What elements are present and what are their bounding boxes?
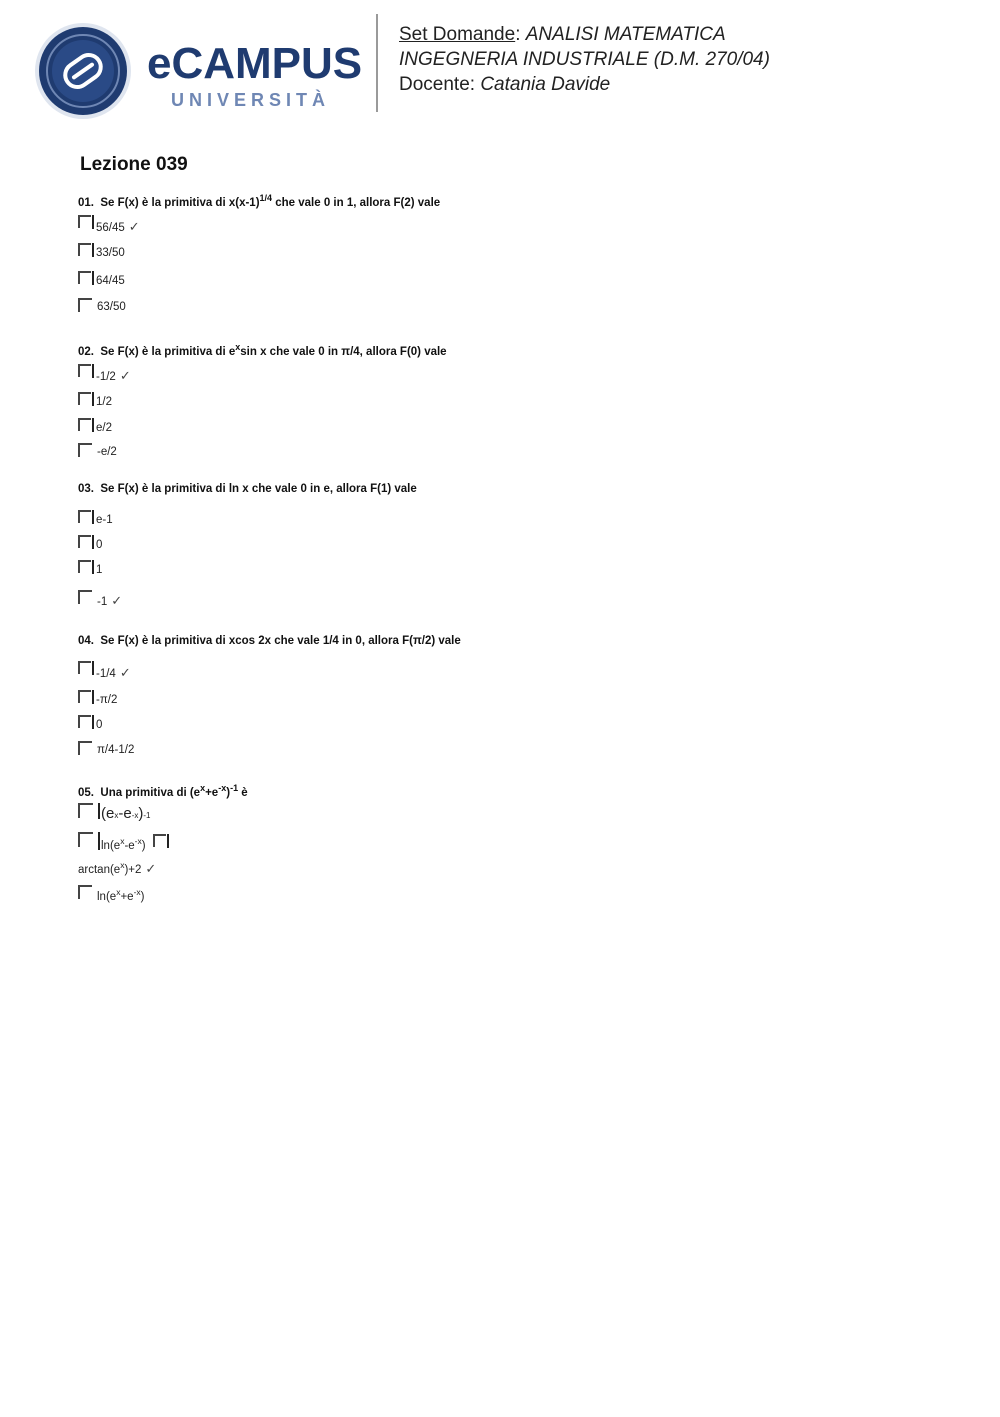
option-label: $\arctan(e^x)+2$ ✓ bbox=[78, 860, 157, 876]
correct-check-icon: ✓ bbox=[128, 219, 140, 234]
option-label: 33/50 bbox=[96, 247, 125, 259]
checkbox-icon[interactable] bbox=[153, 834, 166, 847]
option-label: e-1 bbox=[96, 514, 113, 526]
option-label: 1 bbox=[96, 564, 103, 576]
checkbox-icon[interactable] bbox=[78, 243, 91, 256]
logo-subtext: UNIVERSITÀ bbox=[171, 90, 331, 110]
marker-bar bbox=[92, 690, 94, 704]
question-number: 05. bbox=[78, 786, 94, 799]
header-divider bbox=[376, 14, 378, 112]
exponent: -x bbox=[218, 783, 227, 793]
option-label: -e/2 bbox=[97, 446, 117, 458]
checkbox-icon[interactable] bbox=[78, 298, 92, 312]
question-03 bbox=[78, 483, 417, 495]
option-label: -1 ✓ bbox=[97, 593, 123, 608]
question-number: 04. bbox=[78, 635, 94, 647]
option-label: 56/45 ✓ bbox=[96, 219, 140, 234]
set-label: Set Domande bbox=[399, 24, 516, 45]
marker-bar bbox=[92, 510, 94, 524]
checkbox-icon[interactable] bbox=[78, 690, 91, 703]
question-04 bbox=[78, 635, 461, 647]
option-label: 1/2 bbox=[96, 396, 112, 408]
exponent: 1/4 bbox=[259, 193, 273, 203]
lesson-title: Lezione 039 bbox=[80, 154, 188, 175]
option-label: $\ln(e^x+e^{-x})$ bbox=[97, 887, 145, 903]
option-label: 64/45 bbox=[96, 275, 125, 287]
question-text-end: è bbox=[238, 786, 248, 799]
option-label: -1/2 ✓ bbox=[96, 368, 131, 383]
option-label: -1/4 ✓ bbox=[96, 665, 131, 680]
question-number: 01. bbox=[78, 196, 94, 209]
checkbox-icon[interactable] bbox=[78, 885, 92, 899]
checkbox-icon[interactable] bbox=[78, 715, 91, 728]
checkbox-icon[interactable] bbox=[78, 661, 91, 674]
marker-bar bbox=[92, 364, 94, 378]
option-label: -π/2 bbox=[96, 694, 118, 706]
marker-bar bbox=[92, 535, 94, 549]
question-number: 02. bbox=[78, 345, 94, 358]
question-text-part: ) bbox=[226, 786, 231, 799]
checkbox-icon[interactable] bbox=[78, 510, 91, 523]
question-text-end: sin x che vale 0 in π/4, allora F(0) vale bbox=[240, 345, 447, 358]
checkbox-icon[interactable] bbox=[78, 741, 92, 755]
option-label: 0 bbox=[96, 719, 103, 731]
question-text: Se F(x) è la primitiva di e bbox=[100, 345, 236, 358]
correct-check-icon: ✓ bbox=[111, 593, 123, 608]
teacher-name: Catania Davide bbox=[480, 74, 611, 95]
document-header bbox=[0, 0, 1000, 125]
ecampus-seal-logo bbox=[34, 22, 132, 120]
option-label: π/4-1/2 bbox=[97, 744, 135, 756]
question-02 bbox=[78, 342, 447, 358]
logo-text: eCAMPUS bbox=[147, 39, 362, 88]
marker-bar bbox=[167, 834, 169, 848]
correct-check-icon: ✓ bbox=[145, 860, 157, 876]
checkbox-icon[interactable] bbox=[78, 803, 93, 818]
question-text-part: +e bbox=[205, 786, 219, 799]
marker-bar bbox=[98, 832, 100, 850]
option-label: (ex-e-x)-1 bbox=[101, 805, 151, 822]
marker-bar bbox=[92, 560, 94, 574]
teacher-label: Docente: bbox=[399, 74, 476, 95]
correct-check-icon: ✓ bbox=[119, 665, 131, 680]
checkbox-icon[interactable] bbox=[78, 364, 91, 377]
checkbox-icon[interactable] bbox=[78, 832, 93, 847]
marker-bar bbox=[92, 215, 94, 229]
question-text-end: che vale 0 in 1, allora F(2) vale bbox=[272, 196, 441, 209]
ecampus-wordmark-logo bbox=[147, 36, 362, 112]
marker-bar bbox=[92, 661, 94, 675]
question-01 bbox=[78, 193, 440, 209]
checkbox-icon[interactable] bbox=[78, 560, 91, 573]
checkbox-icon[interactable] bbox=[78, 590, 92, 604]
option-label: 63/50 bbox=[97, 301, 126, 313]
option-label: 0 bbox=[96, 539, 103, 551]
question-text: Se F(x) è la primitiva di xcos 2x che vale 1/4 in 0, allora F(π/2) vale bbox=[100, 635, 461, 647]
exponent: x bbox=[200, 783, 206, 793]
marker-bar bbox=[92, 418, 94, 432]
marker-bar bbox=[92, 271, 94, 285]
checkbox-icon[interactable] bbox=[78, 392, 91, 405]
marker-bar bbox=[98, 803, 100, 819]
set-title: Set Domande: ANALISI MATEMATICA INGEGNERIA INDUSTRIALE (D.M. 270/04) Docente: Catania Davide bbox=[399, 24, 770, 95]
marker-bar bbox=[92, 715, 94, 729]
option-label: $\ln(e^x-e^{-x})$ bbox=[101, 836, 146, 852]
checkbox-icon[interactable] bbox=[78, 443, 92, 457]
question-05 bbox=[78, 783, 248, 799]
option-label: e/2 bbox=[96, 422, 112, 434]
checkbox-icon[interactable] bbox=[78, 535, 91, 548]
question-text: Se F(x) è la primitiva di ln x che vale 0 in e, allora F(1) vale bbox=[100, 483, 417, 495]
checkbox-icon[interactable] bbox=[78, 215, 91, 228]
exponent: -1 bbox=[230, 783, 239, 793]
question-text: Se F(x) è la primitiva di x(x-1) bbox=[100, 196, 260, 209]
course-name: ANALISI MATEMATICA INGEGNERIA INDUSTRIALE (D.M. 270/04) bbox=[399, 24, 770, 70]
marker-bar bbox=[92, 243, 94, 257]
question-text: Una primitiva di (e bbox=[100, 786, 201, 799]
correct-check-icon: ✓ bbox=[119, 368, 131, 383]
checkbox-icon[interactable] bbox=[78, 418, 91, 431]
marker-bar bbox=[92, 392, 94, 406]
question-number: 03. bbox=[78, 483, 94, 495]
checkbox-icon[interactable] bbox=[78, 271, 91, 284]
exponent: x bbox=[235, 342, 241, 352]
